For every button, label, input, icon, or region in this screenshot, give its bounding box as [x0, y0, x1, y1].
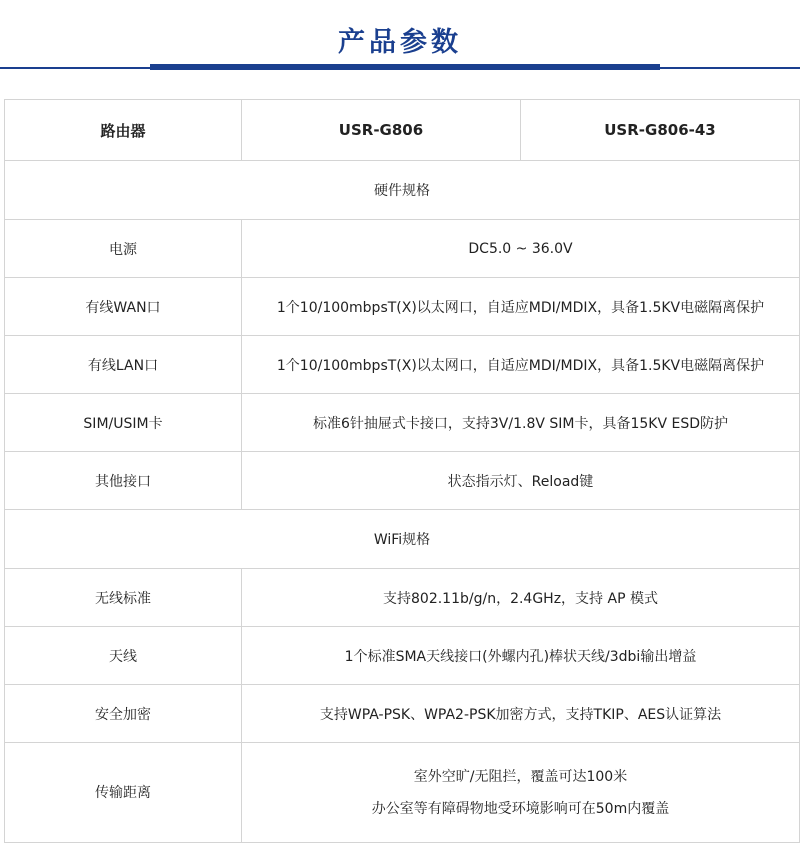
row-value: 1个10/100mbpsT(X)以太网口，自适应MDI/MDIX，具备1.5KV电磁隔离保护: [242, 336, 800, 394]
row-label: 安全加密: [5, 685, 242, 743]
row-value: 1个10/100mbpsT(X)以太网口，自适应MDI/MDIX，具备1.5KV电磁隔离保护: [242, 278, 800, 336]
row-value: 支持802.11b/g/n，2.4GHz，支持 AP 模式: [242, 569, 800, 627]
section-row-wifi: [5, 510, 800, 569]
page-title: 产品参数: [338, 27, 462, 58]
row-value: 支持WPA-PSK、WPA2-PSK加密方式，支持TKIP、AES认证算法: [242, 685, 800, 743]
table-header-row: [5, 100, 800, 161]
table-row-sim: [5, 394, 800, 452]
row-label: 有线LAN口: [5, 336, 242, 394]
table-row-distance: [5, 743, 800, 843]
header-label-cell: 路由器: [5, 100, 242, 161]
row-value: DC5.0 ~ 36.0V: [242, 220, 800, 278]
row-label: 无线标准: [5, 569, 242, 627]
row-label: 其他接口: [5, 452, 242, 510]
table-row-antenna: [5, 627, 800, 685]
table-row-other: [5, 452, 800, 510]
row-label: 天线: [5, 627, 242, 685]
row-label: 有线WAN口: [5, 278, 242, 336]
table-row-wan: [5, 278, 800, 336]
row-value: 状态指示灯、Reload键: [242, 452, 800, 510]
row-value-line: 室外空旷/无阻拦，覆盖可达100米: [413, 768, 628, 785]
table-row-wireless-standard: [5, 569, 800, 627]
title-accent-bar: [150, 64, 660, 70]
row-value: 1个标准SMA天线接口(外螺内孔)棒状天线/3dbi输出增益: [242, 627, 800, 685]
row-value-multiline: [242, 743, 800, 843]
row-value: 标准6针抽屉式卡接口，支持3V/1.8V SIM卡，具备15KV ESD防护: [242, 394, 800, 452]
header-model-a-cell: USR-G806: [242, 100, 521, 161]
table-row-lan: [5, 336, 800, 394]
page-header: [0, 0, 800, 82]
row-label: 传输距离: [5, 743, 242, 843]
header-model-b-cell: USR-G806-43: [521, 100, 800, 161]
spec-table: [4, 99, 800, 843]
table-row-power: [5, 220, 800, 278]
row-value-line: 办公室等有障碍物地受环境影响可在50m内覆盖: [371, 800, 670, 817]
table-row-security: [5, 685, 800, 743]
row-label: 电源: [5, 220, 242, 278]
section-row-hardware: [5, 161, 800, 220]
row-label: SIM/USIM卡: [5, 394, 242, 452]
section-title: WiFi规格: [5, 510, 800, 569]
section-title: 硬件规格: [5, 161, 800, 220]
